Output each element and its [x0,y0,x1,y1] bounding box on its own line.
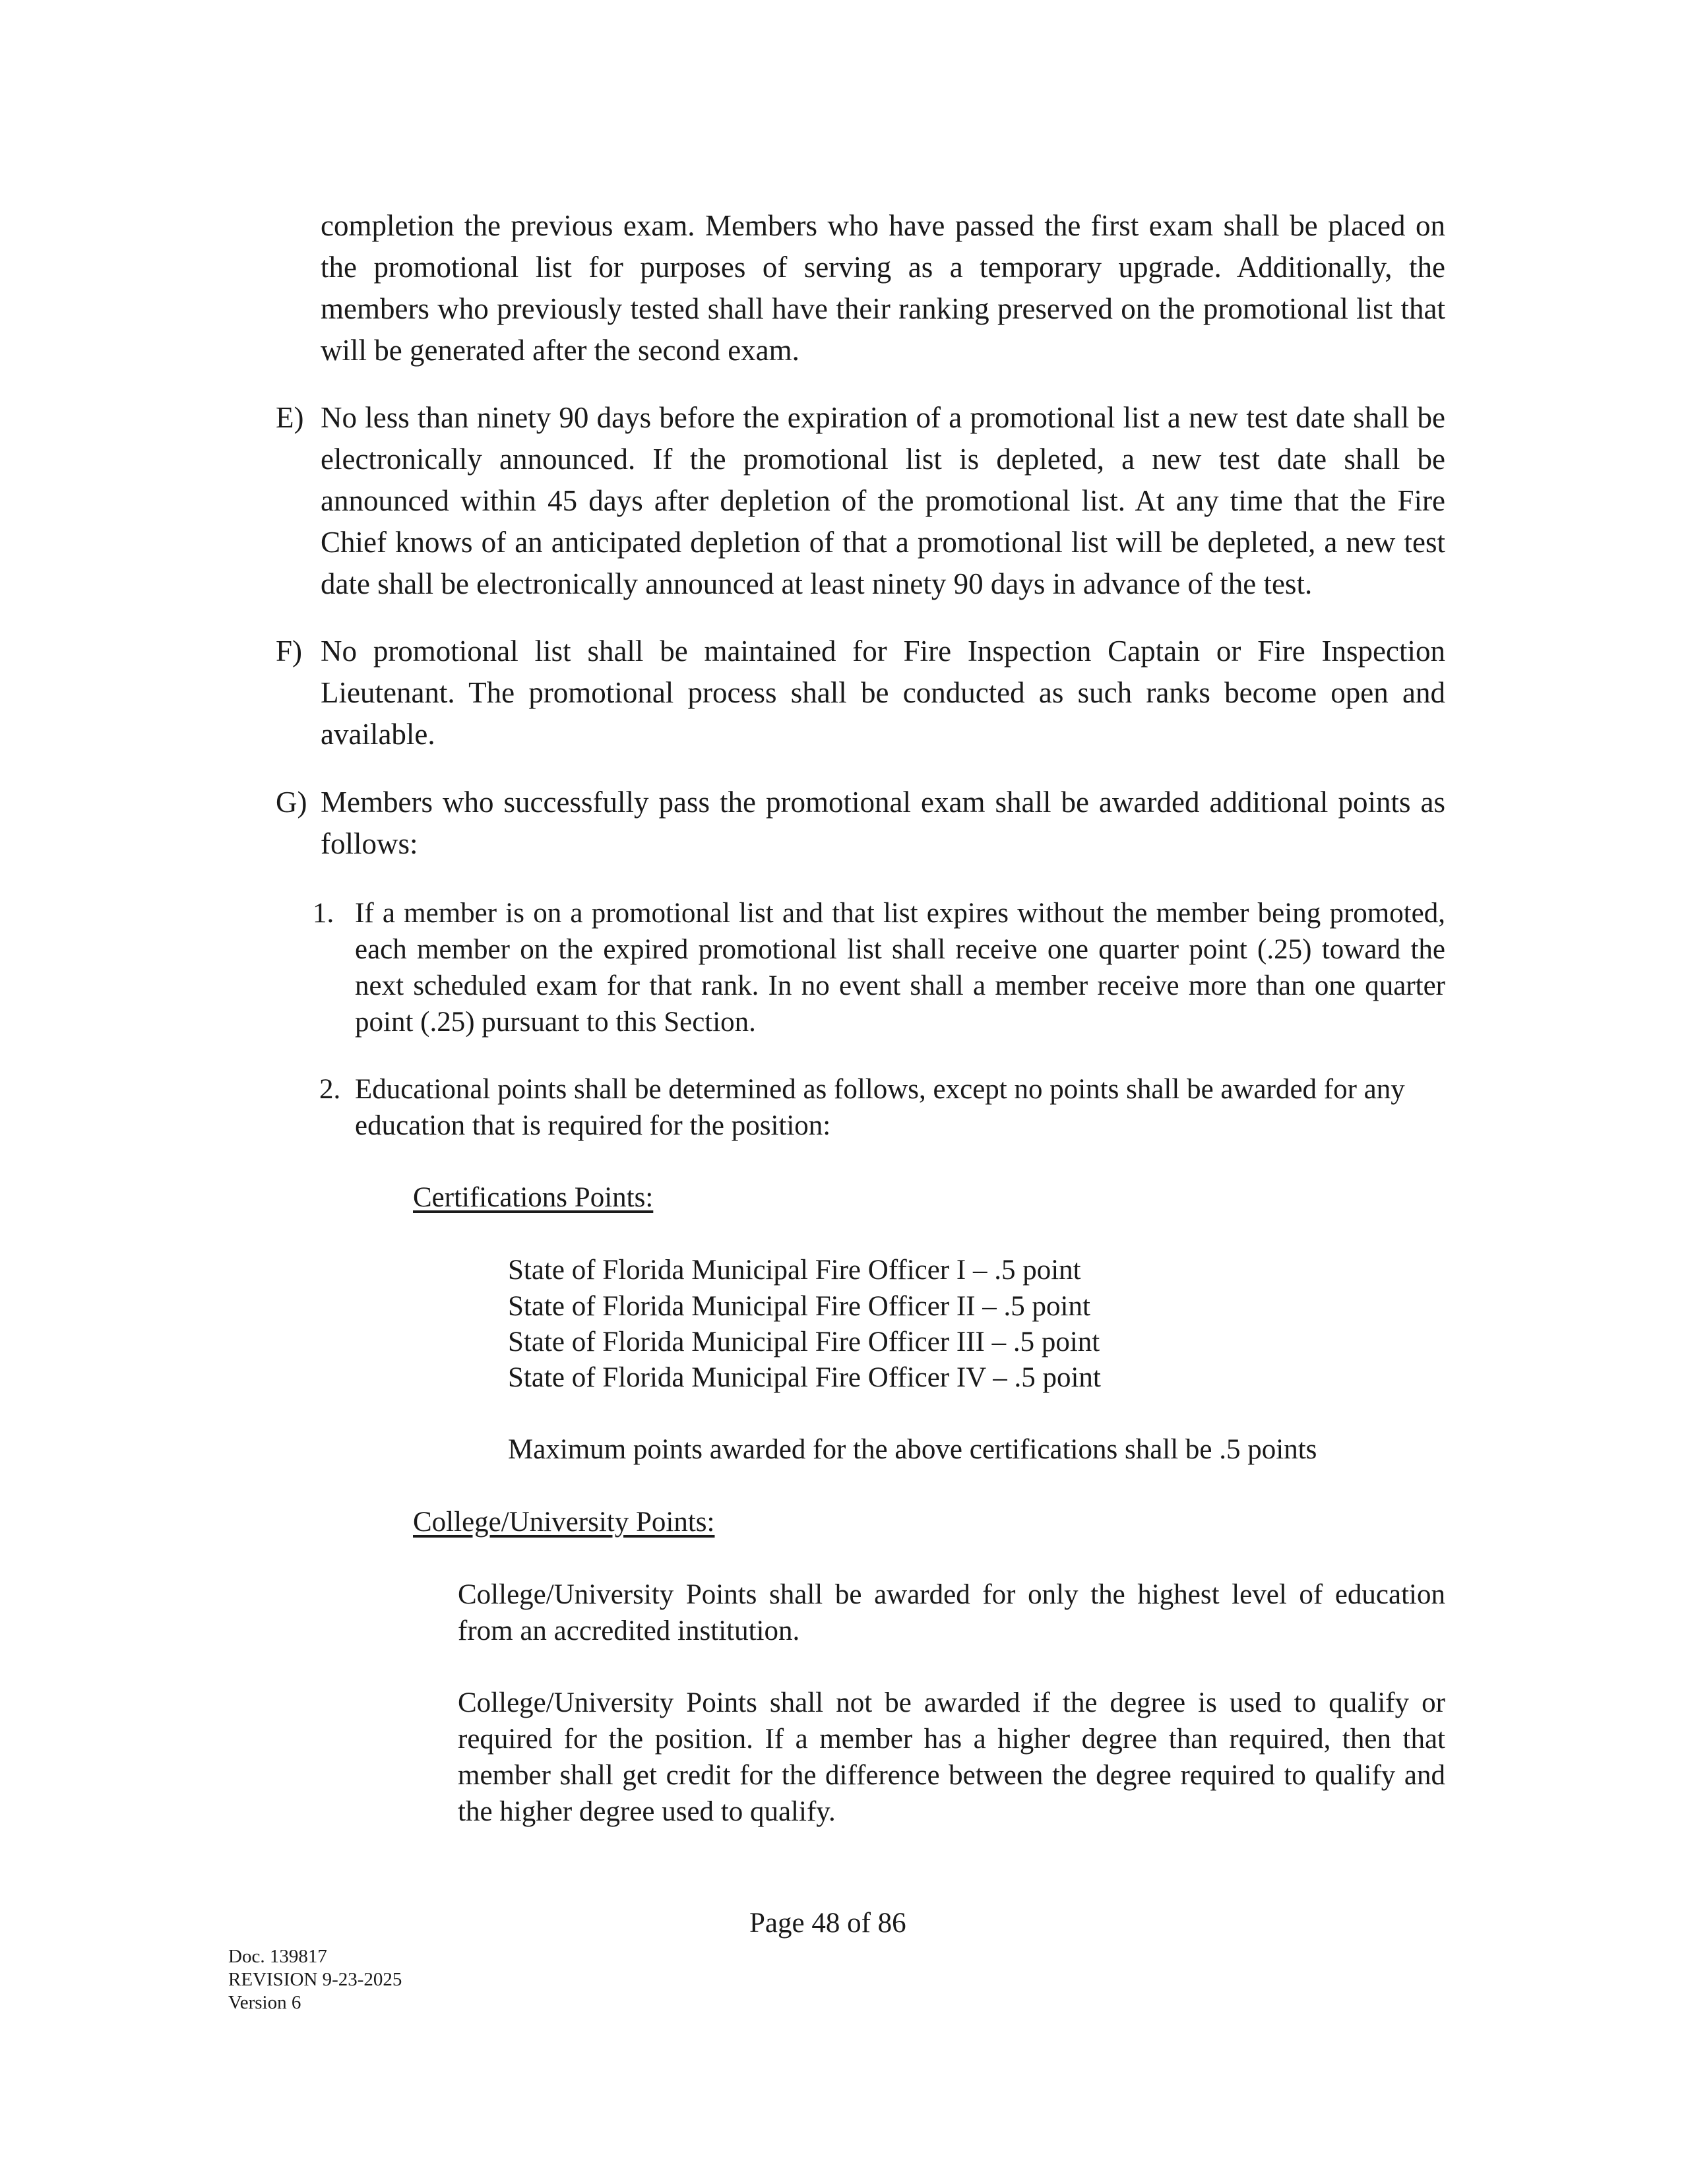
footer-revision: REVISION 9-23-2025 [228,1969,402,1990]
section-g-text: Members who successfully pass the promotional exam shall be awarded additional points as follows: [321,786,1445,860]
item-1-label: 1. [313,898,334,929]
continuation-paragraph: completion the previous exam. Members who have passed the first exam shall be placed on the promotional list for purposes of serving as a temporary upgrade. Additionally, the members who previously tested shall have their ranking preserved on the promotional list that will be generated after the second exam. [321,209,1445,367]
college-heading: College/University Points: [413,1507,715,1538]
section-f-label: F) [276,635,303,668]
footer-doc-id: Doc. 139817 [228,1946,327,1967]
item-2-label: 2. [319,1074,341,1105]
section-e-text: No less than ninety 90 days before the expiration of a promotional list a new test date shall be electronically announced. If the promotional list is depleted, a new test date shall be announced within 45 days after depletion of the promotional list. At any time that the Fire Chief knows of an anticipated depletion of that a promotional list will be depleted, a new test date shall be electronically announced at least ninety 90 days in advance of the test. [321,401,1445,600]
cert-line-2: State of Florida Municipal Fire Officer II – .5 point [508,1291,1090,1322]
cert-line-4: State of Florida Municipal Fire Officer IV – .5 point [508,1362,1101,1393]
item-1-text: If a member is on a promotional list and that list expires without the member being promoted, each member on the expired promotional list shall receive one quarter point (.25) toward the next scheduled exam for that rank. In no event shall a member receive more than one quarter point (.25) pursuant to this Section. [355,898,1445,1038]
page-number: Page 48 of 86 [749,1908,906,1939]
section-e-label: E) [276,401,304,434]
footer-version: Version 6 [228,1992,301,2013]
cert-line-3: State of Florida Municipal Fire Officer III – .5 point [508,1326,1100,1357]
cert-line-1: State of Florida Municipal Fire Officer I – .5 point [508,1255,1081,1286]
item-2-text: Educational points shall be determined as follows, except no points shall be awarded for any education that is required for the position: [355,1074,1405,1141]
certifications-heading: Certifications Points: [413,1182,654,1213]
section-g-label: G) [276,786,307,819]
college-paragraph-2: College/University Points shall not be awarded if the degree is used to qualify or required for the position. If a member has a higher degree than required, then that member shall get credit for the difference between the degree required to qualify and the higher degree used to qualify. [458,1687,1445,1827]
college-paragraph-1: College/University Points shall be awarded for only the highest level of education from an accredited institution. [458,1579,1445,1646]
certifications-maximum: Maximum points awarded for the above certifications shall be .5 points [508,1434,1317,1465]
section-f-text: No promotional list shall be maintained for Fire Inspection Captain or Fire Inspection Lieutenant. The promotional process shall be conducted as such ranks become open and available. [321,635,1445,751]
